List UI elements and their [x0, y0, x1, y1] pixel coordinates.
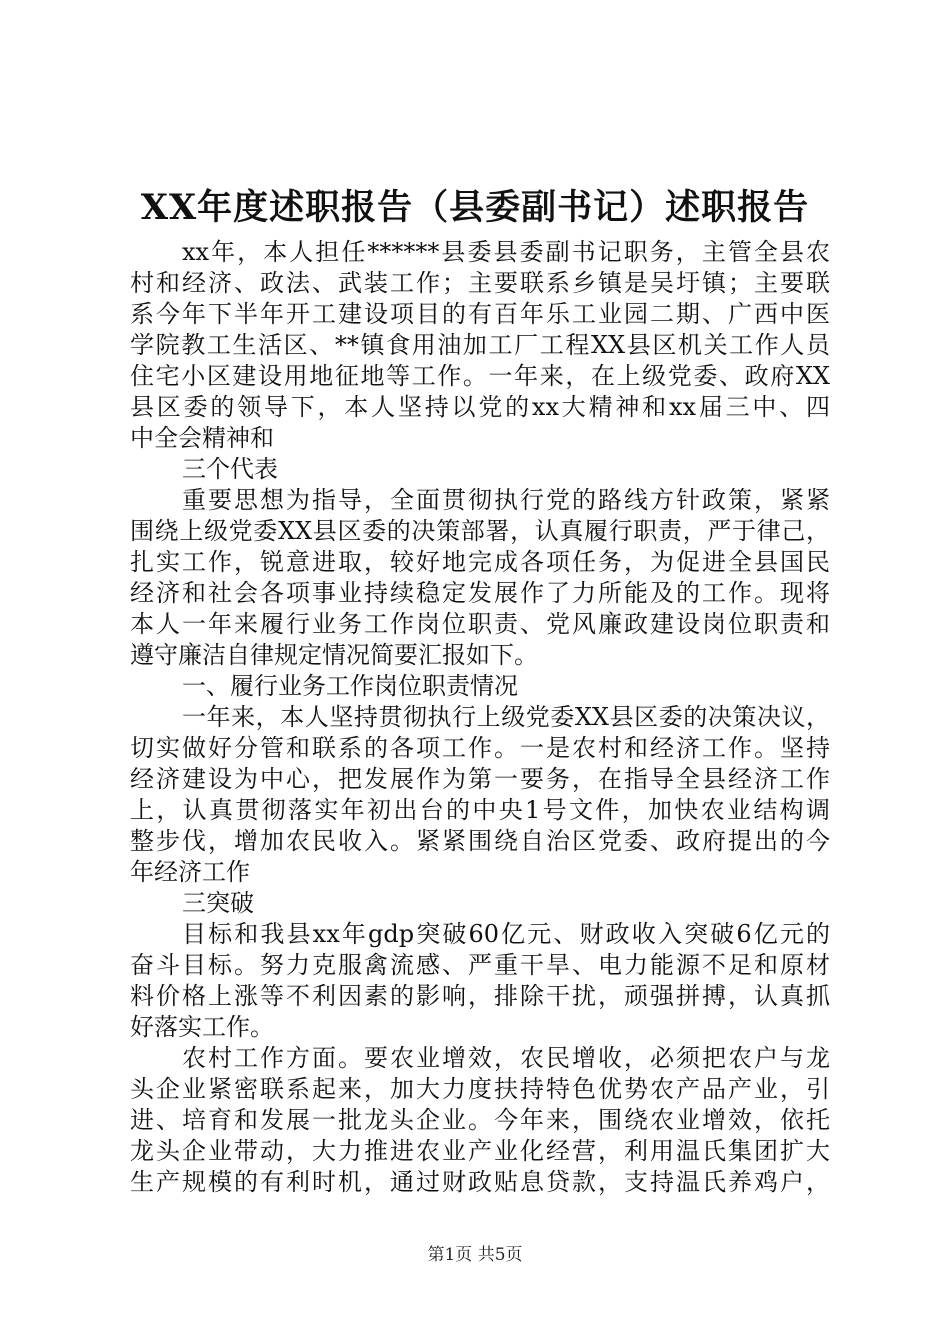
text-line: 经济建设为中心，把发展作为第一要务，在指导全县经济工作	[130, 765, 830, 793]
text-line: 奋斗目标。努力克服禽流感、严重干旱、电力能源不足和原材	[130, 951, 830, 979]
text-line: 切实做好分管和联系的各项工作。一是农村和经济工作。坚持	[130, 734, 830, 762]
text-line: 目标和我县xx年gdp突破60亿元、财政收入突破6亿元的	[182, 920, 830, 948]
text-line: 学院教工生活区、**镇食用油加工厂工程XX县区机关工作人员	[130, 331, 830, 359]
text-line: 上，认真贯彻落实年初出台的中央1号文件，加快农业结构调	[130, 796, 830, 824]
text-line: 好落实工作。	[130, 1013, 274, 1041]
text-line: 三突破	[182, 889, 254, 917]
text-line: 本人一年来履行业务工作岗位职责、党风廉政建设岗位职责和	[130, 610, 830, 638]
text-line: 农村工作方面。要农业增效，农民增收，必须把农户与龙	[182, 1044, 830, 1072]
text-line: 进、培育和发展一批龙头企业。今年来，围绕农业增效，依托	[130, 1106, 830, 1134]
text-line: 一、履行业务工作岗位职责情况	[182, 672, 518, 700]
text-line: 整步伐，增加农民收入。紧紧围绕自治区党委、政府提出的今	[130, 827, 830, 855]
text-line: 头企业紧密联系起来，加大力度扶持特色优势农产品产业，引	[130, 1075, 830, 1103]
text-line: 一年来，本人坚持贯彻执行上级党委XX县区委的决策决议，	[182, 703, 830, 731]
text-line: 围绕上级党委XX县区委的决策部署，认真履行职责，严于律己，	[130, 517, 830, 545]
text-line: 龙头企业带动，大力推进农业产业化经营，利用温氏集团扩大	[130, 1137, 830, 1165]
document-title: XX年度述职报告（县委副书记）述职报告	[140, 187, 810, 228]
text-line: 生产规模的有利时机，通过财政贴息贷款，支持温氏养鸡户，	[130, 1168, 830, 1196]
text-line: 经济和社会各项事业持续稳定发展作了力所能及的工作。现将	[130, 579, 830, 607]
text-line: 系今年下半年开工建设项目的有百年乐工业园二期、广西中医	[130, 300, 830, 328]
text-line: xx年，本人担任******县委县委副书记职务，主管全县农	[182, 238, 830, 266]
page-footer: 第1页 共5页	[427, 1245, 523, 1265]
text-line: 县区委的领导下，本人坚持以党的xx大精神和xx届三中、四	[130, 393, 830, 421]
text-line: 重要思想为指导，全面贯彻执行党的路线方针政策，紧紧	[182, 486, 830, 514]
text-line: 村和经济、政法、武装工作；主要联系乡镇是吴圩镇；主要联	[130, 269, 830, 297]
text-line: 年经济工作	[130, 858, 250, 886]
text-line: 中全会精神和	[130, 424, 274, 452]
text-line: 扎实工作，锐意进取，较好地完成各项任务，为促进全县国民	[130, 548, 830, 576]
text-line: 三个代表	[182, 455, 278, 483]
document-body	[130, 237, 830, 1198]
text-line: 住宅小区建设用地征地等工作。一年来，在上级党委、政府XX	[130, 362, 830, 390]
text-line: 遵守廉洁自律规定情况简要汇报如下。	[130, 641, 538, 669]
text-line: 料价格上涨等不利因素的影响，排除干扰，顽强拼搏，认真抓	[130, 982, 830, 1010]
